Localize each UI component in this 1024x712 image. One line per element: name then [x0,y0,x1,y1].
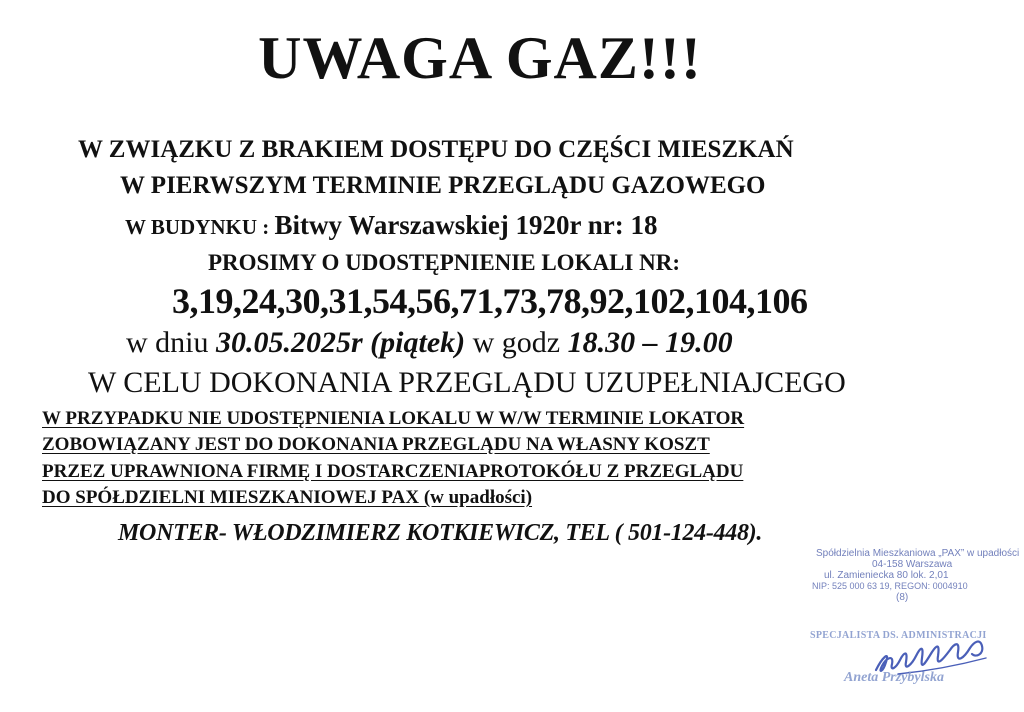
building-line [125,210,658,241]
notice-title: UWAGA GAZ!!! [258,25,702,91]
date-prefix: w dniu [126,326,216,359]
warning-line-3: PRZEZ UPRAWNIONA FIRMĘ I DOSTARCZENIAPROTOKÓŁU Z PRZEGLĄDU [42,461,744,482]
date-time-line [126,326,733,360]
building-address: Bitwy Warszawskiej 1920r nr: 18 [274,210,658,240]
request-line: PROSIMY O UDOSTĘPNIENIE LOKALI NR: [208,250,680,275]
specialist-stamp: SPECJALISTA DS. ADMINISTRACJI [810,630,987,641]
building-label: W BUDYNKU : [125,215,275,239]
stamp-line-3: ul. Zamieniecka 80 lok. 2,01 [824,570,949,581]
notice-line-1: W ZWIĄZKU Z BRAKIEM DOSTĘPU DO CZĘŚCI MIESZKAŃ [78,136,794,163]
inspection-time: 18.30 – 19.00 [567,326,733,359]
contact-line: MONTER- WŁODZIMIERZ KOTKIEWICZ, TEL ( 501-124-448). [118,520,763,546]
inspection-date: 30.05.2025r (piątek) [216,326,466,359]
stamp-line-1: Spółdzielnia Mieszkaniowa „PAX” w upadłości [816,548,1020,559]
stamp-line-4: NIP: 525 000 63 19, REGON: 0004910 [812,581,968,591]
apartment-numbers: 3,19,24,30,31,54,56,71,73,78,92,102,104,106 [172,281,808,321]
signer-name-stamp: Aneta Przybylska [844,670,944,685]
stamp-line-5: (8) [896,592,909,603]
time-prefix: w godz [465,326,568,359]
stamp-line-2: 04-158 Warszawa [872,559,953,570]
company-stamp [812,548,1020,604]
purpose-line: W CELU DOKONANIA PRZEGLĄDU UZUPEŁNIAJCEGO [88,366,846,399]
warning-line-4: DO SPÓŁDZIELNI MIESZKANIOWEJ PAX (w upadłości) [42,487,533,508]
warning-line-1: W PRZYPADKU NIE UDOSTĘPNIENIA LOKALU W W/W TERMINIE LOKATOR [42,408,745,429]
warning-line-2: ZOBOWIĄZANY JEST DO DOKONANIA PRZEGLĄDU NA WŁASNY KOSZT [42,434,710,455]
notice-line-2: W PIERWSZYM TERMINIE PRZEGLĄDU GAZOWEGO [120,172,766,199]
